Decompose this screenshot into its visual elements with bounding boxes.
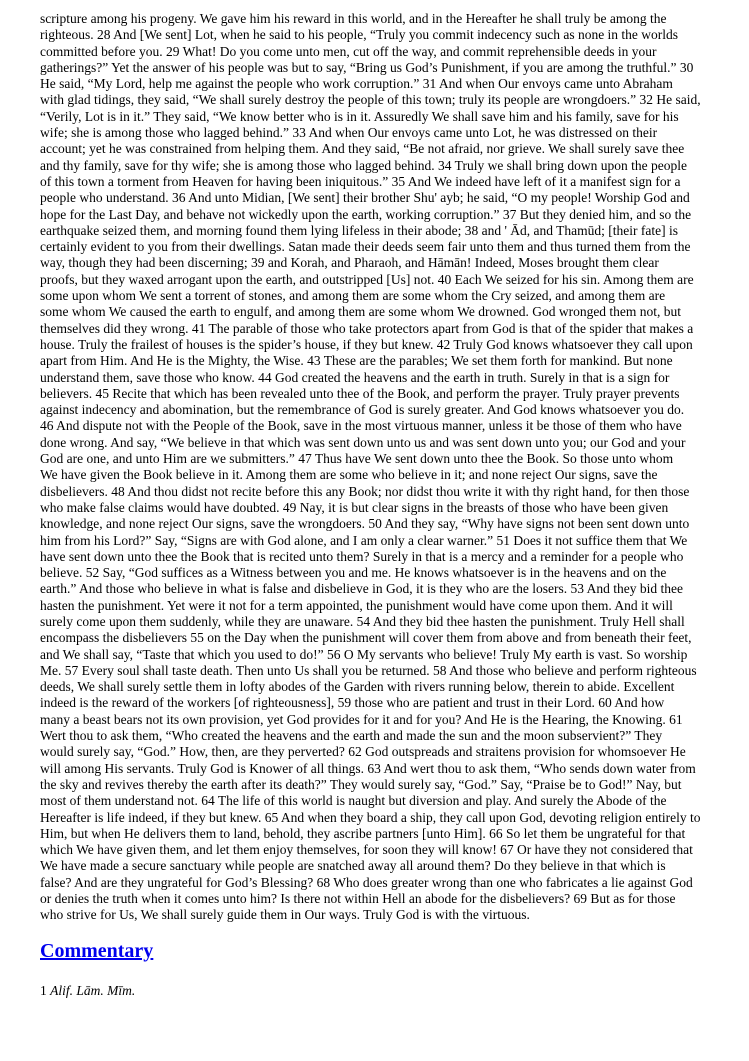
text-line: apart from Him. And He is the Mighty, the Wise. 43 These are the parables; We set them forth for mankind. But none	[40, 353, 673, 369]
text-line: some upon whom We sent a torrent of stones, and among them are some whom the Cry seized, and among them are	[40, 288, 666, 304]
text-line: We have made a secure sanctuary while people are snatched away all around them? Do they believe in that which is	[40, 858, 666, 874]
text-line: the sky and revives thereby the earth after its death?” They would surely say, “God.” Say, “Praise be to God!” Nay, but	[40, 776, 682, 792]
text-line: believers. 45 Recite that which has been revealed unto thee of the Book, and perform the prayer. Truly prayer prevents	[40, 385, 680, 401]
commentary-link[interactable]: Commentary	[40, 940, 154, 962]
text-line: Him, but when He delivers them to land, behold, they ascribe partners [unto Him]. 66 So let them be ungrateful for that	[40, 825, 686, 841]
note-text: Alif. Lām. Mīm.	[50, 983, 136, 998]
text-line: committed before you. 29 What! Do you come unto men, cut off the way, and commit reprehensible deeds in your	[40, 43, 657, 59]
text-line: proofs, but they waxed arrogant upon the earth, and outstripped [Us] not. 40 Each We seized for his sin. Among them are	[40, 271, 694, 287]
text-line: with glad tidings, they said, “We shall surely destroy the people of this town; truly its people are wrongdoers.” 32 He said,	[40, 92, 701, 108]
text-line: would surely say, “God.” How, then, are they perverted? 62 God outspreads and straitens provision for whomsoever He	[40, 744, 686, 760]
text-line: account; yet he was constrained from helping them. And they said, “Be not afraid, nor grieve. We shall surely save thee	[40, 141, 685, 157]
text-line: many a beast bears not its own provision, yet God provides for it and for you? And He is the Hearing, the Knowing. 61	[40, 711, 683, 727]
text-line: wife; she is among those who lagged behind.” 33 And when Our envoys came unto Lot, he was distressed on their	[40, 125, 658, 141]
text-line: deeds, We shall surely settle them in lofty abodes of the Garden with rivers running below, therein to abide. Excellent	[40, 679, 675, 695]
text-line: him from his Lord?” Say, “Signs are with God alone, and I am only a clear warner.” 51 Does it not suffice them that We	[40, 532, 688, 548]
text-line: themselves did they wrong. 41 The parable of those who take protectors apart from God is that of the spider that makes a	[40, 320, 694, 336]
text-line: will among His servants. Truly God is Knower of all things. 63 And wert thou to ask them, “Who sends down water from	[40, 760, 696, 776]
text-line: certainly evident to you from their dwellings. Satan made their deeds seem fair unto them and thus turned them from the	[40, 239, 691, 255]
text-line: 46 And dispute not with the People of the Book, save in the most virtuous manner, unless it be those of them who have	[40, 418, 682, 434]
text-line: disbelievers. 48 And thou didst not recite before this any Book; nor didst thou write it with thy right hand, for then those	[40, 483, 690, 499]
text-line: house. Truly the frailest of houses is the spider’s house, if they but knew. 42 Truly God knows whatsoever they call upon	[40, 336, 693, 352]
text-line: which We have given them, and let them enjoy themselves, for soon they will know! 67 Or have they not considered that	[40, 842, 693, 858]
text-line: hope for the Last Day, and behave not wickedly upon the earth, working corruption.” 37 But they denied him, and so the	[40, 206, 692, 222]
text-line: “Verily, Lot is in it.” They said, “We know better who is in it. Assuredly We shall save him and his family, save for his	[40, 108, 679, 124]
text-line: We have given the Book believe in it. Among them are some who believe in it; and none reject Our signs, save the	[40, 467, 658, 483]
text-line: encompass the disbelievers 55 on the Day when the punishment will cover them from above and from beneath their feet,	[40, 630, 692, 646]
text-line: hasten the punishment. Yet were it not for a term appointed, the punishment would have come upon them. And it will	[40, 597, 673, 613]
scripture-text	[40, 11, 730, 924]
text-line: people who understand. 36 And unto Midian, [We sent] their brother Shu' ayb; he said, “O my people! Worship God and	[40, 190, 690, 206]
commentary-note	[40, 983, 135, 999]
text-line: against indecency and abomination, but the remembrance of God is surely greater. And God knows whatsoever you do.	[40, 402, 685, 418]
text-line: surely come upon them suddenly, while they are unaware. 54 And they bid thee hasten the punishment. Truly Hell shall	[40, 613, 685, 629]
text-line: righteous. 28 And [We sent] Lot, when he said to his people, “Truly you commit indecency such as none in the worlds	[40, 27, 679, 43]
text-line: and thy family, save for thy wife; she is among those who lagged behind. 34 Truly we shall bring down upon the people	[40, 157, 688, 173]
text-line: He said, “My Lord, help me against the people who work corruption.” 31 And when Our envoys came unto Abraham	[40, 76, 673, 92]
text-line: of this town a torment from Heaven for having been iniquitous.” 35 And We indeed have left of it a manifest sign for a	[40, 173, 681, 189]
text-line: Hereafter is life indeed, if they but knew. 65 And when they board a ship, they call upon God, devoting religion entirely to	[40, 809, 701, 825]
text-line: indeed is the reward of the workers [of righteousness], 59 those who are patient and trust in their Lord. 60 And how	[40, 695, 665, 711]
text-line: understand them, save those who know. 44 God created the heavens and the earth in truth. Surely in that is a sign for	[40, 369, 670, 385]
text-line: some whom We caused the earth to engulf, and among them are some whom We drowned. God wronged them not, but	[40, 304, 682, 320]
text-line: believe. 52 Say, “God suffices as a Witness between you and me. He knows whatsoever is in the heavens and on the	[40, 565, 667, 581]
text-line: God are one, and unto Him are we submitters.” 47 Thus have We sent down unto thee the Book. So those unto whom	[40, 451, 674, 467]
text-line: Wert thou to ask them, “Who created the heavens and the earth and made the sun and the moon subservient?” They	[40, 728, 663, 744]
text-line: earth.” And those who believe in what is false and disbelieve in God, it is they who are the losers. 53 And they bid thee	[40, 581, 683, 597]
text-line: or denies the truth when it comes unto him? Is there not within Hell an abode for the disbelievers? 69 But as for those	[40, 891, 676, 907]
text-line: gatherings?” Yet the answer of his people was but to say, “Bring us God’s Punishment, if you are among the truthful.” 30	[40, 59, 694, 75]
text-line: Me. 57 Every soul shall taste death. Then unto Us shall you be returned. 58 And those who believe and perform righteous	[40, 662, 697, 678]
text-line: most of them understand not. 64 The life of this world is naught but diversion and play. And surely the Abode of the	[40, 793, 667, 809]
note-number: 1	[40, 983, 47, 998]
text-line: who make false claims would have doubted. 49 Nay, it is but clear signs in the breasts of those who have been given	[40, 499, 669, 515]
text-line: done wrong. And say, “We believe in that which was sent down unto us and was sent down unto you; our God and your	[40, 434, 686, 450]
text-line: false? And are they ungrateful for God’s Blessing? 68 Who does greater wrong than one who fabricates a lie against God	[40, 874, 693, 890]
text-line: earthquake seized them, and morning found them lying lifeless in their abode; 38 and ' Ād, and Thamūd; [their fate] is	[40, 222, 679, 238]
text-line: scripture among his progeny. We gave him his reward in this world, and in the Hereafter he shall truly be among the	[40, 11, 667, 26]
text-line: have sent down unto thee the Book that is recited unto them? Surely in that is a mercy and a reminder for a people who	[40, 548, 684, 564]
text-line: and We shall say, “Taste that which you used to do!” 56 O My servants who believe! Truly My earth is vast. So worship	[40, 646, 688, 662]
text-line: way, though they had been discerning; 39 and Korah, and Pharaoh, and Hāmān! Indeed, Moses brought them clear	[40, 255, 659, 271]
text-line: who strive for Us, We shall surely guide them in Our ways. Truly God is with the virtuous.	[40, 907, 530, 923]
text-line: knowledge, and none reject Our signs, save the wrongdoers. 50 And they say, “Why have signs not been sent down unto	[40, 516, 690, 532]
